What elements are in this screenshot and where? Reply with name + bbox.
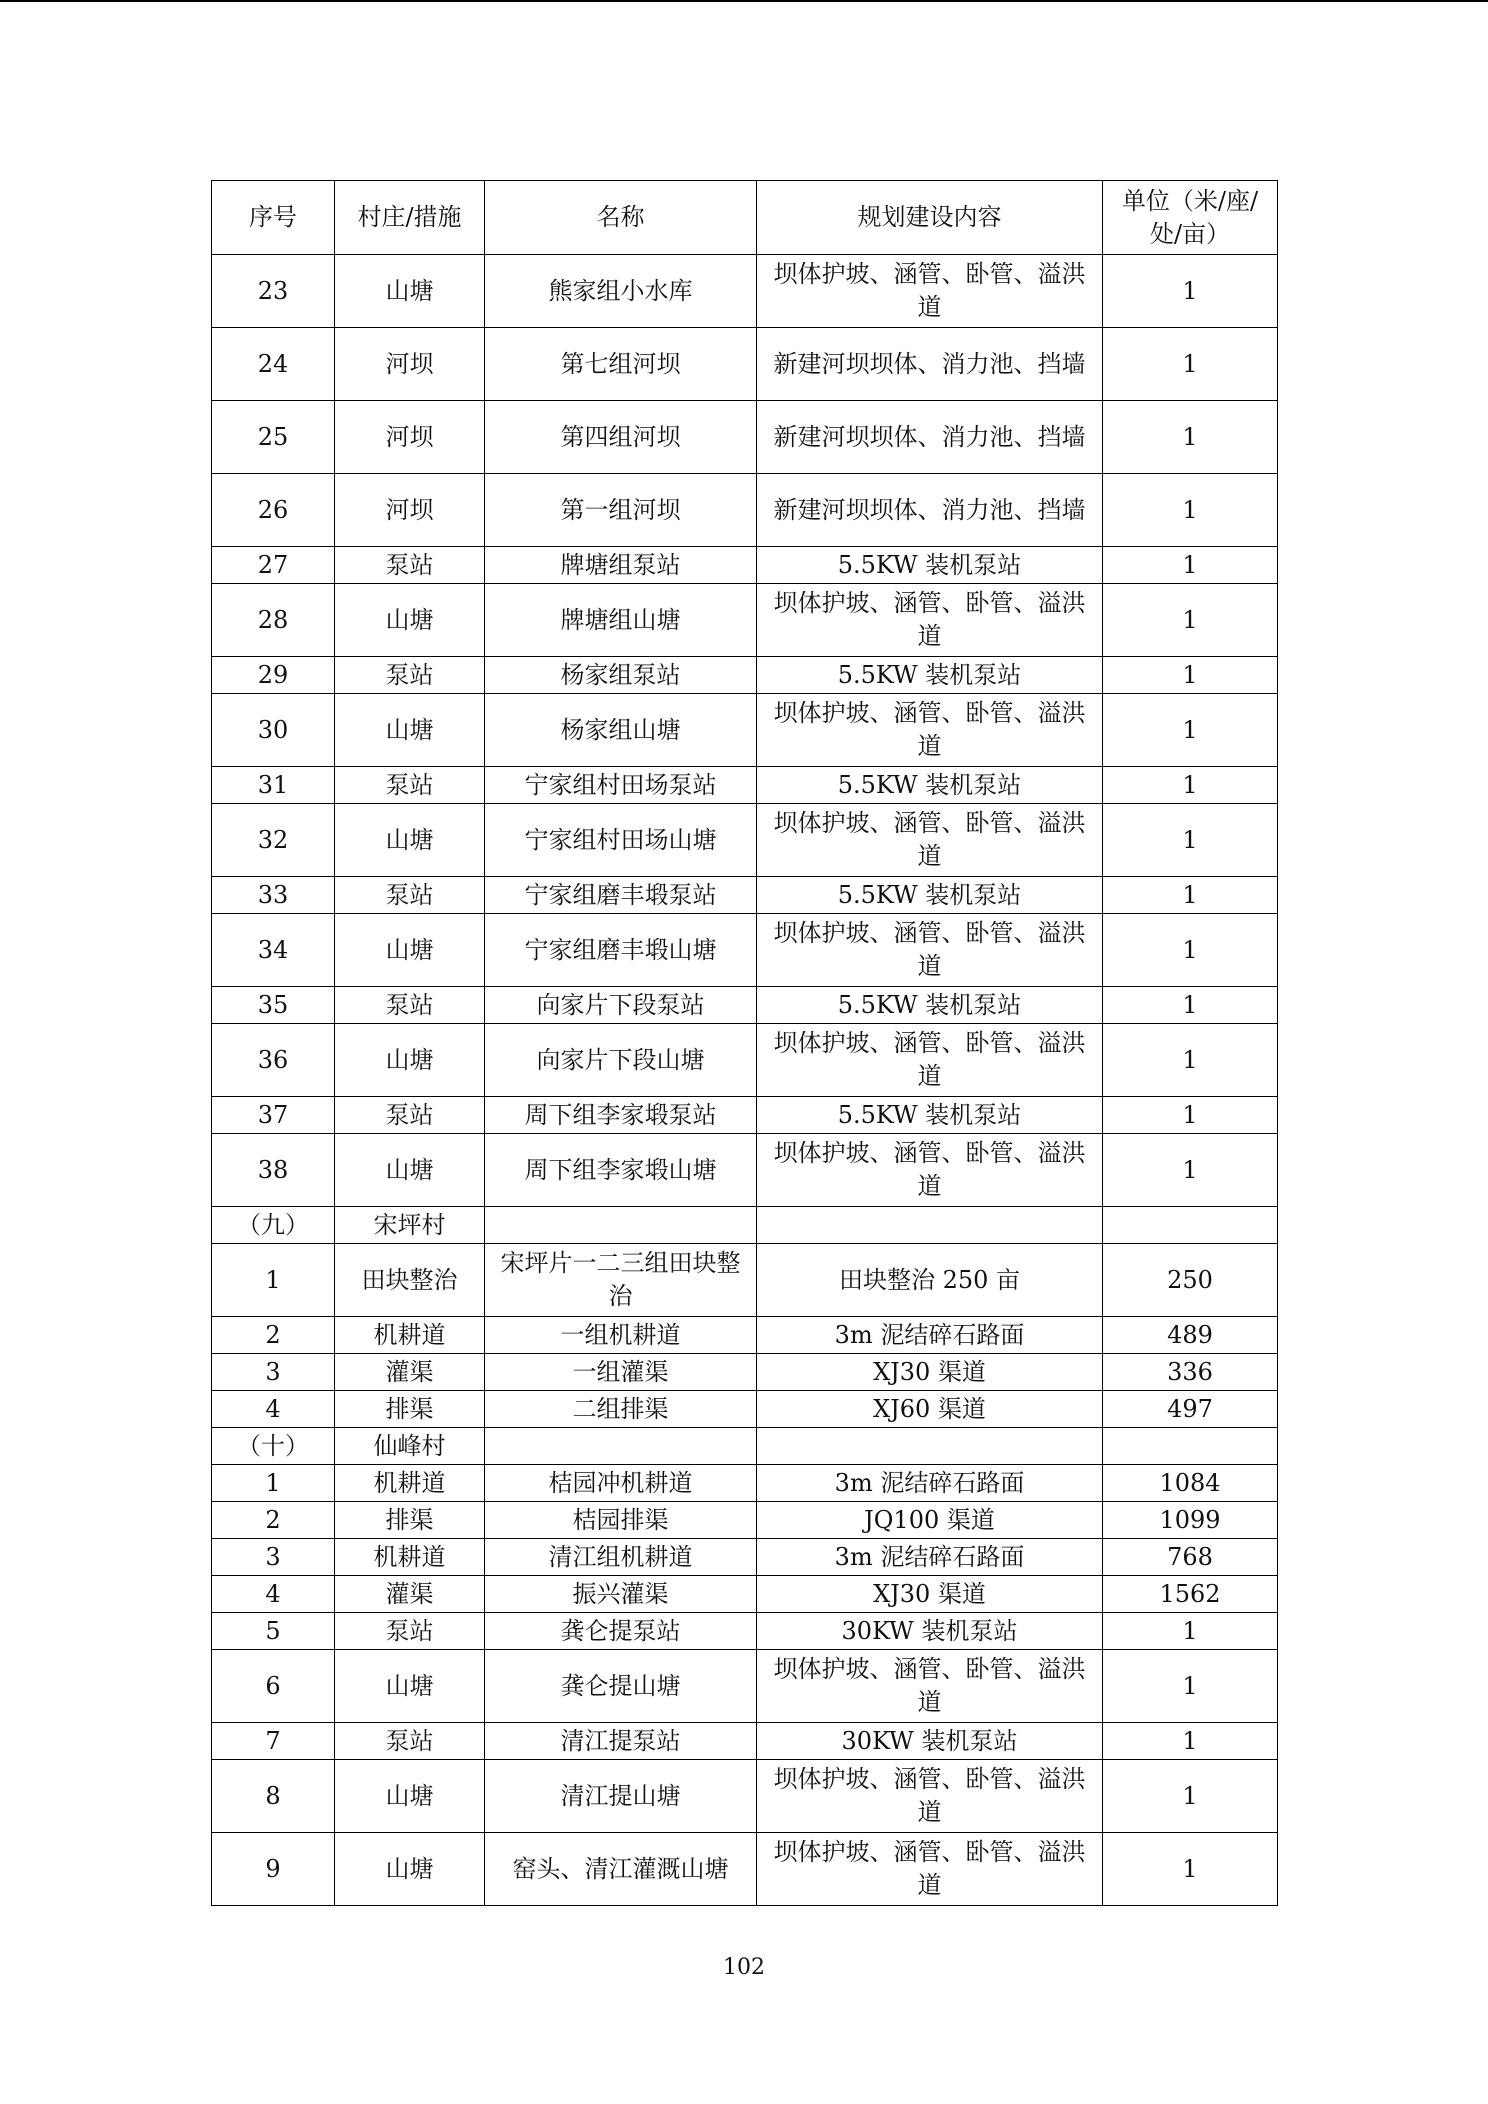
table-row xyxy=(212,1134,1278,1207)
cell-unit: 1 xyxy=(1103,1613,1278,1650)
table-row xyxy=(212,1613,1278,1650)
cell-village-measure: 机耕道 xyxy=(335,1317,485,1354)
cell-village-measure: 泵站 xyxy=(335,877,485,914)
cell-village-measure: 山塘 xyxy=(335,694,485,767)
empty-cell xyxy=(757,1428,1103,1465)
cell-serial: 24 xyxy=(212,328,335,401)
cell-content: 5.5KW 装机泵站 xyxy=(757,987,1103,1024)
cell-unit: 1 xyxy=(1103,328,1278,401)
cell-serial: 9 xyxy=(212,1833,335,1906)
cell-serial: 4 xyxy=(212,1391,335,1428)
cell-content: 坝体护坡、涵管、卧管、溢洪道 xyxy=(757,1833,1103,1906)
planning-table xyxy=(211,180,1278,1906)
cell-village-measure: 泵站 xyxy=(335,1723,485,1760)
cell-content: 5.5KW 装机泵站 xyxy=(757,547,1103,584)
cell-village-measure: 排渠 xyxy=(335,1502,485,1539)
section-number: （九） xyxy=(212,1207,335,1244)
cell-unit: 1 xyxy=(1103,401,1278,474)
table-row xyxy=(212,584,1278,657)
cell-unit: 1 xyxy=(1103,657,1278,694)
cell-unit: 1 xyxy=(1103,255,1278,328)
page-number: 102 xyxy=(723,1955,765,1980)
cell-unit: 1 xyxy=(1103,1833,1278,1906)
cell-unit: 1099 xyxy=(1103,1502,1278,1539)
cell-name: 杨家组泵站 xyxy=(485,657,757,694)
cell-serial: 30 xyxy=(212,694,335,767)
cell-content: XJ60 渠道 xyxy=(757,1391,1103,1428)
cell-unit: 1084 xyxy=(1103,1465,1278,1502)
cell-serial: 7 xyxy=(212,1723,335,1760)
table-row xyxy=(212,877,1278,914)
cell-unit: 1 xyxy=(1103,1650,1278,1723)
cell-content: 坝体护坡、涵管、卧管、溢洪道 xyxy=(757,694,1103,767)
cell-name: 龚仑提泵站 xyxy=(485,1613,757,1650)
cell-name: 清江提泵站 xyxy=(485,1723,757,1760)
cell-unit: 336 xyxy=(1103,1354,1278,1391)
cell-village-measure: 灌渠 xyxy=(335,1576,485,1613)
table-row xyxy=(212,1391,1278,1428)
cell-name: 宁家组村田场山塘 xyxy=(485,804,757,877)
cell-name: 窑头、清江灌溉山塘 xyxy=(485,1833,757,1906)
table-row xyxy=(212,767,1278,804)
section-row xyxy=(212,1428,1278,1465)
cell-unit: 497 xyxy=(1103,1391,1278,1428)
cell-unit: 1 xyxy=(1103,987,1278,1024)
cell-serial: 38 xyxy=(212,1134,335,1207)
cell-name: 熊家组小水库 xyxy=(485,255,757,328)
cell-name: 牌塘组泵站 xyxy=(485,547,757,584)
cell-content: 田块整治 250 亩 xyxy=(757,1244,1103,1317)
table-row xyxy=(212,1024,1278,1097)
empty-cell xyxy=(757,1207,1103,1244)
cell-village-measure: 灌渠 xyxy=(335,1354,485,1391)
cell-village-measure: 泵站 xyxy=(335,1613,485,1650)
cell-village-measure: 泵站 xyxy=(335,1097,485,1134)
cell-name: 杨家组山塘 xyxy=(485,694,757,767)
cell-serial: 29 xyxy=(212,657,335,694)
cell-name: 二组排渠 xyxy=(485,1391,757,1428)
cell-name: 一组灌渠 xyxy=(485,1354,757,1391)
table-row xyxy=(212,255,1278,328)
top-border-line xyxy=(0,0,1488,2)
cell-content: 5.5KW 装机泵站 xyxy=(757,1097,1103,1134)
cell-village-measure: 山塘 xyxy=(335,1650,485,1723)
cell-village-measure: 泵站 xyxy=(335,987,485,1024)
cell-village-measure: 山塘 xyxy=(335,914,485,987)
cell-unit: 489 xyxy=(1103,1317,1278,1354)
cell-serial: 35 xyxy=(212,987,335,1024)
header-serial: 序号 xyxy=(212,181,335,255)
cell-unit: 1 xyxy=(1103,547,1278,584)
cell-content: 新建河坝坝体、消力池、挡墙 xyxy=(757,474,1103,547)
cell-serial: 27 xyxy=(212,547,335,584)
cell-village-measure: 泵站 xyxy=(335,767,485,804)
table-row xyxy=(212,547,1278,584)
header-name: 名称 xyxy=(485,181,757,255)
cell-content: 坝体护坡、涵管、卧管、溢洪道 xyxy=(757,804,1103,877)
table-row xyxy=(212,401,1278,474)
cell-serial: 3 xyxy=(212,1354,335,1391)
section-row xyxy=(212,1207,1278,1244)
cell-name: 龚仑提山塘 xyxy=(485,1650,757,1723)
cell-serial: 31 xyxy=(212,767,335,804)
cell-serial: 2 xyxy=(212,1317,335,1354)
cell-name: 第七组河坝 xyxy=(485,328,757,401)
table-row xyxy=(212,987,1278,1024)
cell-serial: 4 xyxy=(212,1576,335,1613)
cell-unit: 1562 xyxy=(1103,1576,1278,1613)
cell-content: 5.5KW 装机泵站 xyxy=(757,767,1103,804)
cell-unit: 768 xyxy=(1103,1539,1278,1576)
cell-serial: 33 xyxy=(212,877,335,914)
cell-serial: 36 xyxy=(212,1024,335,1097)
table-row xyxy=(212,1097,1278,1134)
cell-content: 新建河坝坝体、消力池、挡墙 xyxy=(757,328,1103,401)
section-village: 宋坪村 xyxy=(335,1207,485,1244)
cell-village-measure: 田块整治 xyxy=(335,1244,485,1317)
cell-content: XJ30 渠道 xyxy=(757,1354,1103,1391)
cell-village-measure: 机耕道 xyxy=(335,1539,485,1576)
empty-cell xyxy=(1103,1207,1278,1244)
table-body xyxy=(212,255,1278,1906)
table-row xyxy=(212,474,1278,547)
cell-content: 坝体护坡、涵管、卧管、溢洪道 xyxy=(757,1650,1103,1723)
cell-unit: 1 xyxy=(1103,1134,1278,1207)
header-unit: 单位（米/座/处/亩） xyxy=(1103,181,1278,255)
cell-unit: 1 xyxy=(1103,877,1278,914)
cell-content: 坝体护坡、涵管、卧管、溢洪道 xyxy=(757,584,1103,657)
cell-content: 新建河坝坝体、消力池、挡墙 xyxy=(757,401,1103,474)
cell-name: 宁家组村田场泵站 xyxy=(485,767,757,804)
cell-village-measure: 山塘 xyxy=(335,584,485,657)
cell-village-measure: 泵站 xyxy=(335,547,485,584)
cell-content: 3m 泥结碎石路面 xyxy=(757,1317,1103,1354)
cell-village-measure: 山塘 xyxy=(335,1760,485,1833)
cell-name: 桔园冲机耕道 xyxy=(485,1465,757,1502)
cell-village-measure: 机耕道 xyxy=(335,1465,485,1502)
section-village: 仙峰村 xyxy=(335,1428,485,1465)
cell-serial: 1 xyxy=(212,1465,335,1502)
table-row xyxy=(212,694,1278,767)
cell-unit: 1 xyxy=(1103,584,1278,657)
cell-serial: 26 xyxy=(212,474,335,547)
header-village-measure: 村庄/措施 xyxy=(335,181,485,255)
cell-content: 5.5KW 装机泵站 xyxy=(757,877,1103,914)
cell-content: 5.5KW 装机泵站 xyxy=(757,657,1103,694)
cell-content: 3m 泥结碎石路面 xyxy=(757,1539,1103,1576)
cell-content: 坝体护坡、涵管、卧管、溢洪道 xyxy=(757,1134,1103,1207)
cell-unit: 1 xyxy=(1103,1024,1278,1097)
empty-cell xyxy=(485,1428,757,1465)
cell-name: 周下组李家塅泵站 xyxy=(485,1097,757,1134)
cell-name: 桔园排渠 xyxy=(485,1502,757,1539)
cell-serial: 23 xyxy=(212,255,335,328)
cell-unit: 1 xyxy=(1103,804,1278,877)
cell-name: 一组机耕道 xyxy=(485,1317,757,1354)
table-row xyxy=(212,657,1278,694)
cell-serial: 34 xyxy=(212,914,335,987)
cell-name: 清江提山塘 xyxy=(485,1760,757,1833)
cell-serial: 8 xyxy=(212,1760,335,1833)
table-row xyxy=(212,1317,1278,1354)
cell-content: 30KW 装机泵站 xyxy=(757,1723,1103,1760)
cell-village-measure: 山塘 xyxy=(335,804,485,877)
cell-content: 30KW 装机泵站 xyxy=(757,1613,1103,1650)
cell-unit: 1 xyxy=(1103,1097,1278,1134)
cell-content: 坝体护坡、涵管、卧管、溢洪道 xyxy=(757,1024,1103,1097)
table-row xyxy=(212,1833,1278,1906)
table-header-row xyxy=(212,181,1278,255)
table-row xyxy=(212,1723,1278,1760)
cell-serial: 28 xyxy=(212,584,335,657)
cell-serial: 3 xyxy=(212,1539,335,1576)
cell-name: 宁家组磨丰塅山塘 xyxy=(485,914,757,987)
cell-serial: 2 xyxy=(212,1502,335,1539)
cell-name: 宋坪片一二三组田块整治 xyxy=(485,1244,757,1317)
table-row xyxy=(212,1539,1278,1576)
cell-name: 周下组李家塅山塘 xyxy=(485,1134,757,1207)
cell-name: 振兴灌渠 xyxy=(485,1576,757,1613)
table-row xyxy=(212,1244,1278,1317)
cell-serial: 1 xyxy=(212,1244,335,1317)
section-number: （十） xyxy=(212,1428,335,1465)
cell-unit: 1 xyxy=(1103,474,1278,547)
cell-name: 清江组机耕道 xyxy=(485,1539,757,1576)
cell-content: 3m 泥结碎石路面 xyxy=(757,1465,1103,1502)
cell-serial: 5 xyxy=(212,1613,335,1650)
cell-content: JQ100 渠道 xyxy=(757,1502,1103,1539)
table-row xyxy=(212,1576,1278,1613)
empty-cell xyxy=(1103,1428,1278,1465)
cell-unit: 1 xyxy=(1103,694,1278,767)
cell-name: 向家片下段泵站 xyxy=(485,987,757,1024)
table-row xyxy=(212,1650,1278,1723)
table-row xyxy=(212,914,1278,987)
cell-village-measure: 河坝 xyxy=(335,401,485,474)
cell-village-measure: 山塘 xyxy=(335,255,485,328)
table-row xyxy=(212,1502,1278,1539)
cell-name: 牌塘组山塘 xyxy=(485,584,757,657)
cell-village-measure: 河坝 xyxy=(335,474,485,547)
empty-cell xyxy=(485,1207,757,1244)
cell-serial: 37 xyxy=(212,1097,335,1134)
cell-village-measure: 排渠 xyxy=(335,1391,485,1428)
table-row xyxy=(212,328,1278,401)
header-content: 规划建设内容 xyxy=(757,181,1103,255)
cell-village-measure: 山塘 xyxy=(335,1024,485,1097)
table-row xyxy=(212,1354,1278,1391)
cell-content: 坝体护坡、涵管、卧管、溢洪道 xyxy=(757,1760,1103,1833)
cell-village-measure: 山塘 xyxy=(335,1833,485,1906)
cell-unit: 1 xyxy=(1103,1723,1278,1760)
cell-unit: 1 xyxy=(1103,1760,1278,1833)
table-row xyxy=(212,1760,1278,1833)
cell-content: 坝体护坡、涵管、卧管、溢洪道 xyxy=(757,914,1103,987)
cell-name: 向家片下段山塘 xyxy=(485,1024,757,1097)
cell-village-measure: 河坝 xyxy=(335,328,485,401)
cell-name: 第四组河坝 xyxy=(485,401,757,474)
cell-name: 宁家组磨丰塅泵站 xyxy=(485,877,757,914)
cell-content: 坝体护坡、涵管、卧管、溢洪道 xyxy=(757,255,1103,328)
cell-unit: 1 xyxy=(1103,767,1278,804)
cell-name: 第一组河坝 xyxy=(485,474,757,547)
cell-serial: 32 xyxy=(212,804,335,877)
cell-content: XJ30 渠道 xyxy=(757,1576,1103,1613)
cell-village-measure: 山塘 xyxy=(335,1134,485,1207)
cell-unit: 250 xyxy=(1103,1244,1278,1317)
table-row xyxy=(212,1465,1278,1502)
cell-village-measure: 泵站 xyxy=(335,657,485,694)
table-row xyxy=(212,804,1278,877)
cell-serial: 6 xyxy=(212,1650,335,1723)
cell-unit: 1 xyxy=(1103,914,1278,987)
cell-serial: 25 xyxy=(212,401,335,474)
